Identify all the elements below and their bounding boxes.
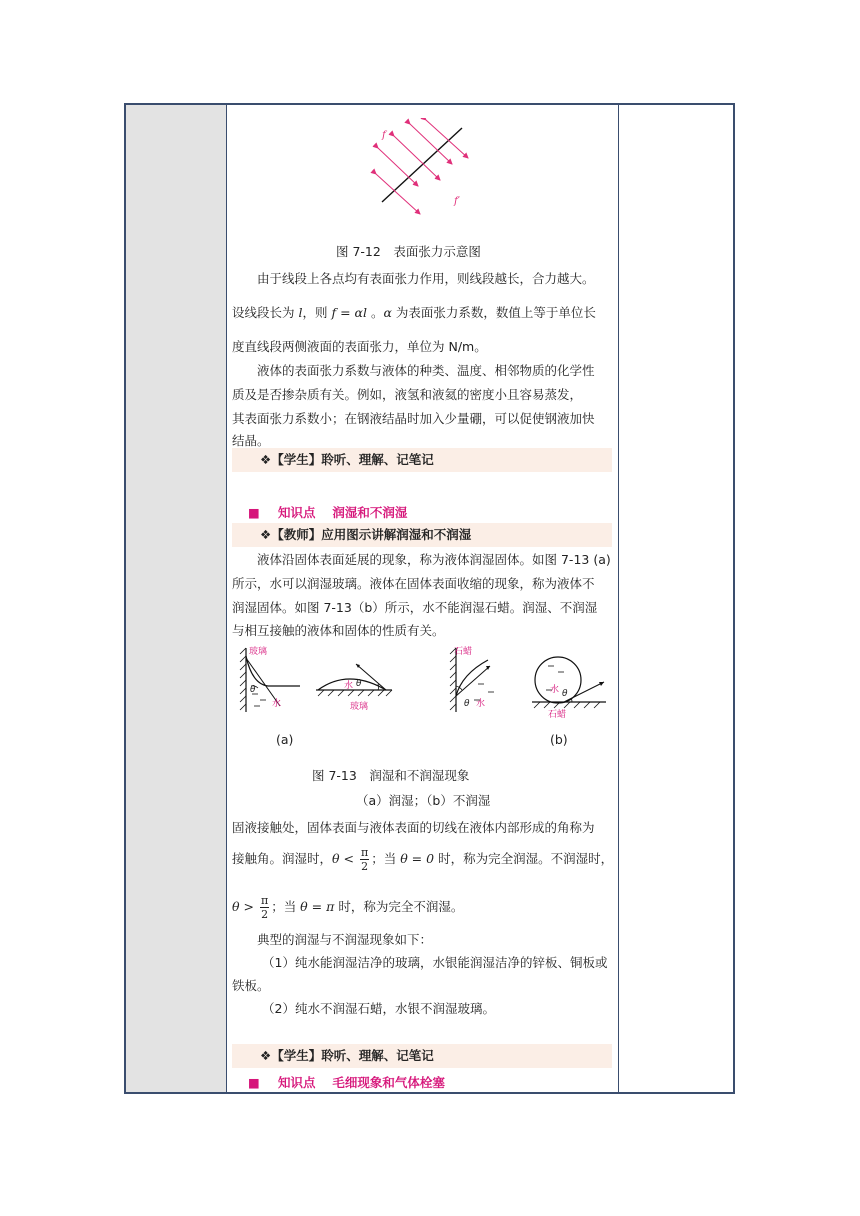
para2-line4: 结晶。 xyxy=(232,433,270,448)
para4-line2: 接触角。润湿时，θ < $\frac{\pi}{2}$ ；当 θ = 0 时，称为完全润湿。不润湿时， xyxy=(232,846,614,873)
para5-line1: 典型的润湿与不润湿现象如下： xyxy=(257,932,433,947)
student-band-2: ❖【学生】聆听、理解、记笔记 xyxy=(232,1044,612,1068)
left-column xyxy=(126,105,227,1092)
figure-7-12-caption: 图 7-12 表面张力示意图 xyxy=(336,244,481,259)
wetting-diagram-a1 xyxy=(238,644,304,716)
para2-line1: 液体的表面张力系数与液体的种类、温度、相邻物质的化学性 xyxy=(257,363,595,378)
para3-line2: 所示，水可以润湿玻璃。液体在固体表面收缩的现象，称为液体不 xyxy=(232,576,595,591)
figure-7-13-caption: 图 7-13 润湿和不润湿现象 xyxy=(312,768,470,783)
label-f-prime: f′ xyxy=(454,196,460,207)
fig713-b-water-1: 水 xyxy=(476,699,486,709)
fig713-b-theta-2: θ xyxy=(562,689,568,699)
para4-line1: 固液接触处，固体表面与液体表面的切线在液体内部形成的角称为 xyxy=(232,820,595,835)
para5-line3: 铁板。 xyxy=(232,978,270,993)
figure-7-13-subcaption: （a）润湿；（b）不润湿 xyxy=(356,793,491,808)
bullet-square-icon-2: ■ xyxy=(248,1075,260,1090)
nonwetting-diagram-b2 xyxy=(528,652,610,718)
fig713-a-theta-2: θ xyxy=(356,679,362,689)
pi-over-2: $\frac{\pi}{2}$ xyxy=(360,846,369,873)
para3-line4: 与相互接触的液体和固体的性质有关。 xyxy=(232,623,445,638)
para3-line3: 润湿固体。如图 7-13（b）所示，水不能润湿石蜡。润湿、不润湿 xyxy=(232,600,598,615)
para1-line2: 设线段长为 l，则 f = αl 。α 为表面张力系数，数值上等于单位长 xyxy=(232,305,596,320)
para5-line2: （1）纯水能润湿洁净的玻璃，水银能润湿洁净的锌板、铜板或 xyxy=(262,955,608,970)
fig713-a-water-2: 水 xyxy=(344,681,354,691)
para2-line2: 质及是否掺杂质有关。例如，液氢和液氦的密度小且容易蒸发， xyxy=(232,387,583,402)
right-column xyxy=(618,105,733,1092)
fig713-b-wax-2: 石蜡 xyxy=(548,710,567,720)
teacher-band: ❖【教师】应用图示讲解润湿和不润湿 xyxy=(232,523,612,547)
para1-line3: 度直线段两侧液面的表面张力，单位为 N/m。 xyxy=(232,339,487,354)
fig713-b-theta-1: θ xyxy=(464,699,470,709)
student-band-1: ❖【学生】聆听、理解、记笔记 xyxy=(232,448,612,472)
fig713-sub-b: (b) xyxy=(550,732,568,747)
fig713-a-glass-1: 玻璃 xyxy=(249,647,268,657)
label-f: f xyxy=(382,130,386,141)
para2-line3: 其表面张力系数小；在钢液结晶时加入少量硼，可以促使钢液加快 xyxy=(232,411,595,426)
para5-line4: （2）纯水不润湿石蜡，水银不润湿玻璃。 xyxy=(262,1001,495,1016)
fig713-b-water-2: 水 xyxy=(550,685,560,695)
fig713-a-water-1: 水 xyxy=(272,699,282,709)
fig713-a-glass-2: 玻璃 xyxy=(350,702,369,712)
para4-line3: θ > $\frac{\pi}{2}$ ；当 θ = π 时，称为完全不润湿。 xyxy=(232,894,464,921)
pi-over-2-b: $\frac{\pi}{2}$ xyxy=(260,894,269,921)
para3-line1: 液体沿固体表面延展的现象，称为液体润湿固体。如图 7-13 (a) xyxy=(257,552,611,567)
fig713-b-wax-1: 石蜡 xyxy=(454,647,473,657)
surface-tension-figure xyxy=(370,118,480,218)
fig713-sub-a: (a) xyxy=(276,732,294,747)
bullet-square-icon: ■ xyxy=(248,505,260,520)
para1-line1: 由于线段上各点均有表面张力作用，则线段越长，合力越大。 xyxy=(257,271,595,286)
fig713-a-theta-1: θ xyxy=(250,685,256,695)
